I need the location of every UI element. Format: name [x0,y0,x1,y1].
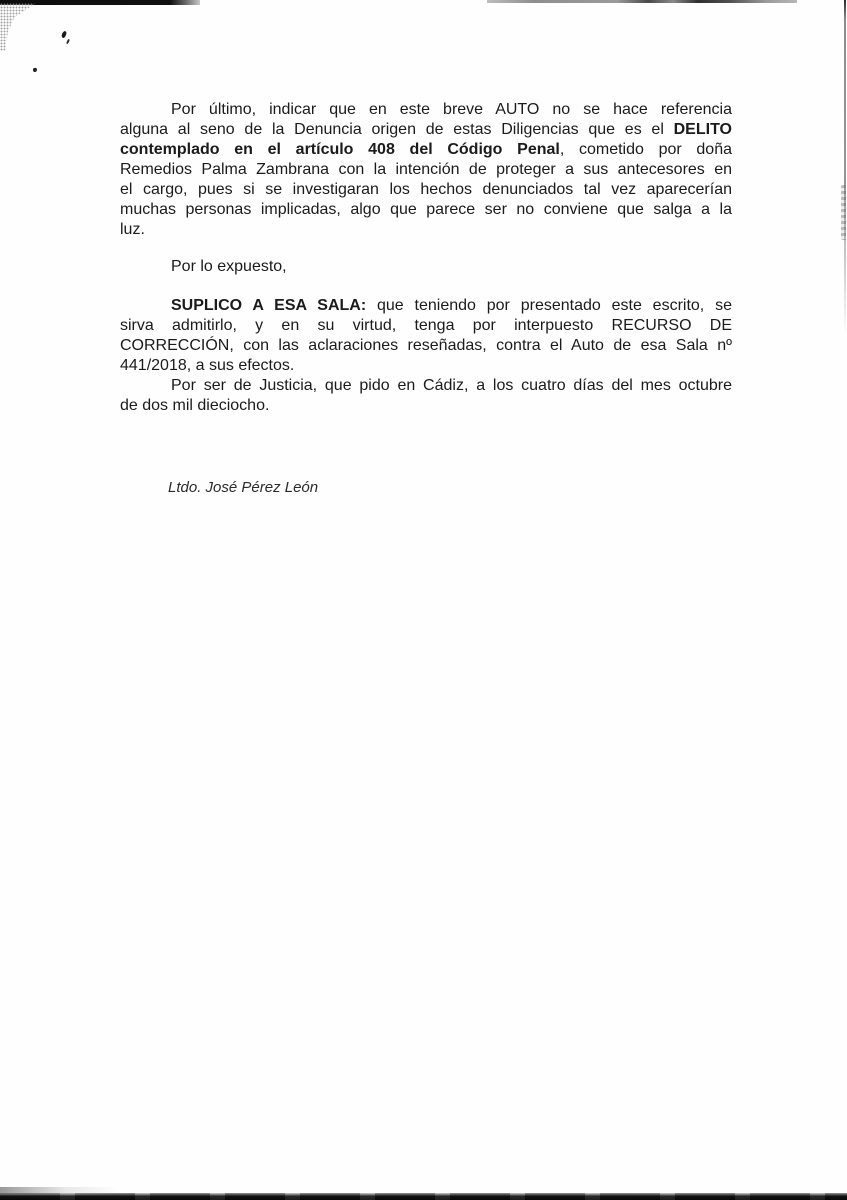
text-segment: que teniendo por presentado este escrito, se [366,297,732,314]
scan-artifact-right-edge-line [844,0,846,335]
text-line [120,180,732,200]
text-line [120,257,732,277]
scan-artifact-bottom-wedge [0,1187,120,1195]
text-segment: 441/2018, a sus efectos. [120,357,295,374]
signature-text: Ltdo. José Pérez León [168,479,319,496]
text-line [120,296,732,316]
text-line [120,220,732,240]
scan-artifact-corner-speckle [0,3,36,51]
paragraph-por-ultimo [120,100,732,240]
text-segment: sirva admitirlo, y en su virtud, tenga por interpuesto RECURSO DE [120,317,732,334]
text-line [120,100,732,120]
text-line [120,140,732,160]
bold-text-segment: contemplado en el artículo 408 del Código Penal [120,141,560,158]
paragraph-suplico [120,296,732,376]
text-line [120,356,732,376]
scan-artifact-bottom-bar [0,1193,847,1200]
scan-artifact-ink-speck [66,39,70,44]
scan-artifact-top-bar-left [0,0,200,5]
paragraph-justicia [120,376,732,416]
text-segment: CORRECCIÓN, con las aclaraciones reseñadas, contra el Auto de esa Sala nº [120,337,732,354]
bold-text-segment: SUPLICO A ESA SALA: [171,297,367,314]
text-segment: luz. [120,221,145,238]
scan-artifact-ink-speck [61,31,67,39]
text-segment: , cometido por doña [559,141,732,158]
signature-line [120,478,732,498]
text-line [120,376,732,396]
bold-text-segment: DELITO [673,121,732,138]
text-segment: el cargo, pues si se investigaran los hechos denunciados tal vez aparecerían [120,181,732,198]
text-line [120,336,732,356]
scan-artifact-ink-speck [33,68,38,73]
paragraph-por-lo-expuesto [120,257,732,277]
scan-artifact-right-edge-smudge [841,185,846,240]
text-segment: Remedios Palma Zambrana con la intención de proteger a sus antecesores en [120,161,732,178]
text-segment: Por ser de Justicia, que pido en Cádiz, a los cuatro días del mes octubre [171,377,732,394]
text-line [120,120,732,140]
text-segment: Por lo expuesto, [171,258,287,275]
scan-artifact-top-bar-right [487,0,797,3]
text-segment: muchas personas implicadas, algo que parece ser no conviene que salga a la [120,201,732,218]
text-line [120,160,732,180]
text-segment: alguna al seno de la Denuncia origen de estas Diligencias que es el [120,121,674,138]
text-segment: de dos mil dieciocho. [120,397,270,414]
text-line [120,200,732,220]
text-line [120,316,732,336]
document-text-block [120,100,732,498]
text-segment: Por último, indicar que en este breve AUTO no se hace referencia [171,101,732,118]
text-line [120,396,732,416]
